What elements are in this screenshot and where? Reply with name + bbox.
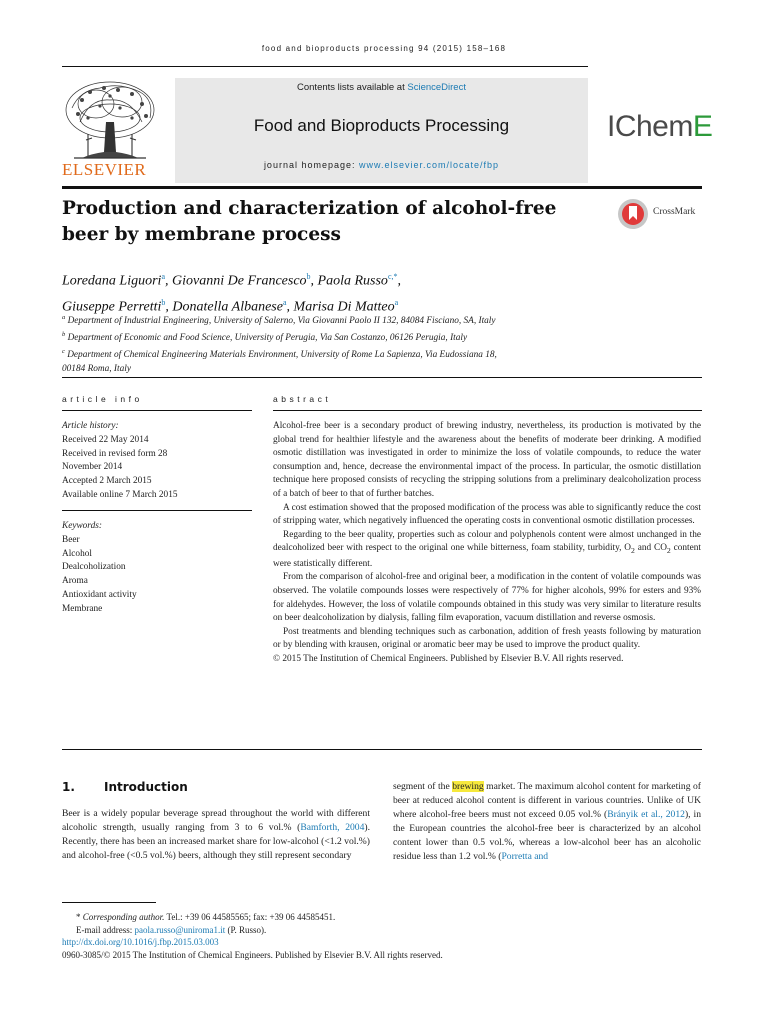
crossmark-icon[interactable] — [616, 197, 650, 231]
front-matter-rule — [62, 377, 702, 378]
contents-available — [175, 82, 588, 93]
affiliation-list — [62, 311, 702, 376]
body-text: ), in the European countries the alcohol-free beer is characterized by an alcohol content lower than 0.5 vol.%, whereas a low-alcohol beer has an alcoholic residue less than 1.2 vol.% ( — [393, 809, 701, 863]
author-separator: , — [397, 273, 401, 289]
author-name: Giovanni De Francesco — [172, 273, 307, 289]
body-paragraph — [393, 780, 701, 865]
abstract-body — [273, 420, 701, 667]
corresponding-author-note — [62, 911, 702, 924]
intro-right-column — [393, 780, 701, 865]
keyword-item: Aroma — [62, 576, 88, 587]
email-link[interactable]: paola.russo@uniroma1.it — [134, 924, 226, 935]
footnote-rule — [62, 902, 156, 903]
author-name: Giuseppe Perretti — [62, 299, 162, 315]
journal-homepage — [175, 160, 588, 170]
affiliation-item — [62, 362, 702, 376]
highlighted-term: brewing — [452, 781, 484, 792]
article-info-heading: article info — [62, 394, 143, 404]
section-title: Introduction — [104, 780, 188, 794]
doi-link[interactable]: http://dx.doi.org/10.1016/j.fbp.2015.03.003 — [62, 937, 219, 948]
abstract-heading: abstract — [273, 394, 332, 404]
abstract-paragraph: From the comparison of alcohol-free and original beer, a modification in the content of volatile compounds was observed. The volatile compounds losses were respectively of 77% for higher alcohols, 99% for esters and 93% for aldehydes. However, the loss of volatile compounds obtained in this study was very similar to literature results on beer dealcoholization by dialysis, falling film evaporation, vacuum distillation and reverse osmosis. — [273, 572, 701, 624]
affiliation-text: Department of Industrial Engineering, University of Salerno, Via Giovanni Paolo II 132, 84084 Fisciano, SA, Italy — [67, 316, 496, 327]
author-affil-mark[interactable]: b — [161, 297, 166, 307]
history-item: Available online 7 March 2015 — [62, 489, 178, 500]
author-separator: , — [310, 273, 318, 289]
affiliation-mark: c — [62, 348, 65, 356]
keyword-item: Antioxidant activity — [62, 589, 137, 600]
running-head: food and bioproducts processing 94 (2015) 158–168 — [261, 44, 507, 53]
affiliation-text: 00184 Roma, Italy — [62, 364, 131, 375]
body-text: market. The maximum alcohol content for marketing of beer at reduced alcohol content is different in various countries. Unlike of UK where alcohol-free beers must not exceed 0.05 vol.% ( — [393, 781, 701, 821]
section-number: 1. — [62, 780, 75, 794]
abstract-text: content were statistically different. — [273, 543, 701, 569]
abstract-end-rule — [62, 749, 702, 750]
section-heading — [62, 780, 188, 794]
keyword-item: Beer — [62, 534, 80, 545]
affiliation-text: Department of Chemical Engineering Materials Environment, University of Rome La Sapienza, Via Eudossiana 18, — [67, 350, 497, 361]
corr-contact: Tel.: +39 06 44585565; fax: +39 06 44585451. — [164, 912, 336, 922]
keywords-rule — [62, 510, 252, 511]
email-note — [62, 924, 702, 937]
history-item: Received 22 May 2014 — [62, 434, 149, 445]
body-text: Beer is a widely popular beverage spread throughout the world with different alcoholic strength, usually ranging from 3 to 6 vol.% ( — [62, 808, 370, 834]
author-separator: , — [165, 299, 173, 315]
affiliation-item — [62, 345, 702, 362]
keyword-item: Dealcoholization — [62, 562, 126, 573]
author-separator: , — [165, 273, 173, 289]
author-name: Donatella Albanese — [172, 299, 283, 315]
abstract-paragraph: Post treatments and blending techniques such as carbonation, addition of fresh yeasts following by maturation or by blending with krausen, original or aromatic beer may be used to improve the product quality. — [273, 626, 701, 651]
abstract-paragraph: Alcohol-free beer is a secondary product of brewing industry, nevertheless, its production is motivated by the global trend for healthier lifestyle and the awareness about the benefits of moderate beer drinking. A modified osmotic distillation was investigated in order to minimize the loss of volatile compounds, to reduce the water consumption and, hence, decrease the environmental impact of the process. In particular, the osmotic distillation technique here proposed consists of recycling the stripping solutions from a preliminary dealcoholization process of a batch of beer to that of further batches. — [273, 421, 701, 499]
author-affil-mark[interactable]: c,* — [387, 272, 398, 281]
author-affil-mark[interactable]: a — [161, 272, 166, 281]
author-name: Paola Russo — [317, 273, 388, 289]
homepage-prefix: journal homepage: — [263, 160, 359, 170]
email-name: (P. Russo). — [225, 924, 267, 935]
corr-label: Corresponding author. — [82, 912, 165, 922]
abstract-text: Regarding to the beer quality, properties such as colour and polyphenols content were almost unchanged in the dealcoholized beer with respect to the original one while bitterness, foam stability, turbidity, O — [273, 529, 701, 554]
masthead-rule — [62, 186, 702, 189]
icheme-logo — [607, 110, 712, 144]
abstract-copyright: © 2015 The Institution of Chemical Engineers. Published by Elsevier B.V. All rights reserved. — [273, 653, 624, 664]
article-title: Production and characterization of alcohol-free beer by membrane process — [62, 198, 557, 245]
email-label: E-mail address: — [76, 924, 135, 935]
author-separator: , — [286, 299, 294, 315]
keyword-item: Alcohol — [62, 548, 92, 559]
affiliation-item — [62, 328, 702, 345]
author-name: Marisa Di Matteo — [293, 299, 395, 315]
article-info-rule — [62, 410, 252, 411]
author-affil-mark[interactable]: b — [306, 272, 311, 281]
homepage-url-link[interactable]: www.elsevier.com/locate/fbp — [359, 160, 500, 170]
subscript: 2 — [631, 546, 635, 556]
citation-link[interactable]: Brányik et al., 2012 — [607, 809, 685, 821]
abstract-paragraph: A cost estimation showed that the proposed modification of the process was able to significantly reduce the cost of stripping water, which negatively influenced the operating costs in conventional osmotic distillation processes. — [273, 502, 701, 527]
crossmark-label[interactable]: CrossMark — [653, 207, 696, 217]
citation-link[interactable]: Porretta and — [501, 851, 549, 863]
author-affil-mark[interactable]: a — [282, 297, 287, 307]
footnote-mark: * — [76, 912, 81, 922]
history-item: Received in revised form 28 — [62, 448, 168, 459]
body-text: segment of the — [393, 781, 453, 792]
abstract-text: and CO — [634, 543, 667, 554]
author-name: Loredana Liguori — [62, 273, 162, 289]
sciencedirect-link[interactable]: ScienceDirect — [407, 82, 466, 93]
keywords-label: Keywords: — [62, 521, 102, 531]
icheme-logo-text: IChem — [607, 110, 693, 143]
affiliation-item — [62, 311, 702, 328]
header-rule — [62, 66, 588, 67]
history-item: Accepted 2 March 2015 — [62, 476, 152, 487]
history-label: Article history: — [62, 421, 119, 431]
author-list — [62, 266, 702, 317]
affiliation-mark: b — [62, 331, 66, 339]
abstract-paragraph — [273, 529, 701, 572]
subscript: 2 — [666, 546, 671, 556]
article-history — [62, 420, 257, 503]
intro-left-column — [62, 807, 370, 863]
elsevier-tree-icon — [60, 78, 160, 160]
issn-copyright: 0960-3085/© 2015 The Institution of Chemical Engineers. Published by Elsevier B.V. All rights reserved. — [62, 949, 443, 960]
author-affil-mark[interactable]: a — [394, 297, 399, 307]
affiliation-mark: a — [62, 314, 66, 321]
footnotes — [62, 911, 702, 961]
journal-title: Food and Bioproducts Processing — [253, 116, 510, 135]
abstract-rule — [273, 410, 702, 411]
keywords — [62, 520, 257, 617]
body-text: ). Recently, there has been an increased market share for low-alcohol (<1.2 vol.%) and alcohol-free (<0.5 vol.%) beers, although they still represent secondary — [62, 822, 370, 862]
contents-prefix: Contents lists available at — [297, 82, 408, 93]
icheme-logo-e: E — [692, 110, 713, 143]
keyword-item: Membrane — [62, 603, 103, 614]
body-paragraph — [62, 807, 370, 863]
citation-link[interactable]: Bamforth, 2004 — [300, 822, 365, 834]
history-item: November 2014 — [62, 462, 123, 473]
affiliation-text: Department of Economic and Food Science, University of Perugia, Via San Costanzo, 06126 Perugia, Italy — [67, 333, 468, 344]
elsevier-wordmark: ELSEVIER — [62, 160, 147, 179]
